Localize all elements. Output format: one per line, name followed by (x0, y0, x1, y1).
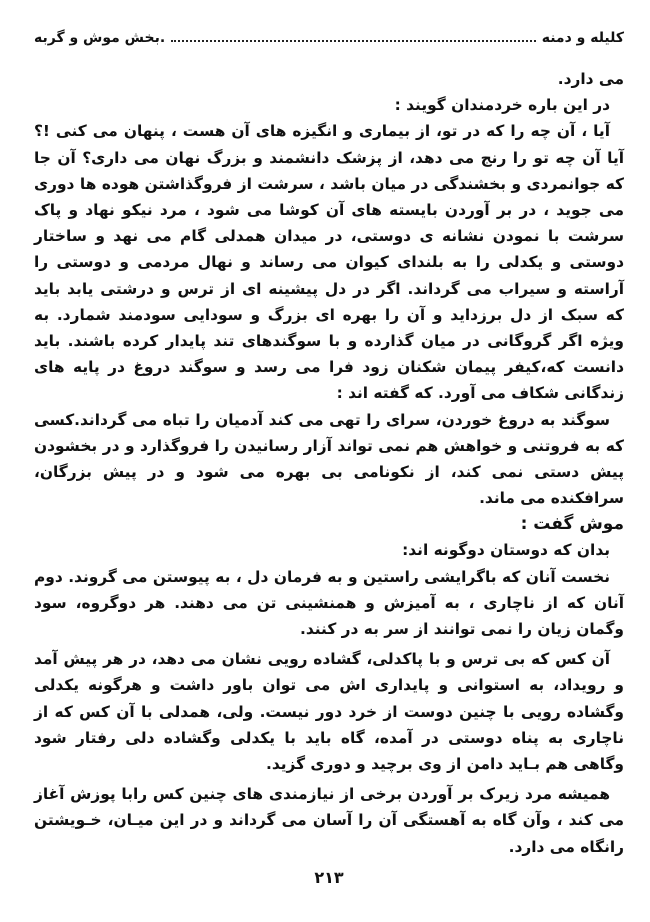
paragraph-first-second: نخست آنان که باگرایشی راستین و به فرمان دل ، به پیوستن می گروند. دوم آنان که از ناچاری ، به آمیزش و همنشینی تن می دهند. هر دوگروه، سود وگمان زیان را نمی توانند از سر به در کنند. (34, 567, 624, 639)
paragraph-continuation: می دارد. (557, 70, 624, 88)
header-book-title: کلیله و دمنه (541, 30, 624, 46)
book-page (34, 30, 624, 910)
paragraph-two-kinds: بدان که دوستان دوگونه اند: (402, 541, 610, 560)
page-body (34, 66, 624, 860)
header-chapter-title: .بخش موش و گربه (34, 30, 166, 46)
paragraph-quote: سوگند به دروغ خوردن، سرای را تهی می کند آدمیان را تباه می گرداند.کسی که به فروتنی و خواهش هم نمی تواند آزار رسانیدن را فروگذارد و در بخشودن پیش دستی نمی کند، از نکونامی بی بهره می شود و در پیش بزرگان، سرافکنده می ماند. (34, 410, 624, 508)
header-dot-leader (171, 40, 536, 42)
paragraph-intro: در این باره خردمندان گویند : (394, 96, 610, 115)
paragraph-wise-man: همیشه مرد زیرک بر آوردن برخی از نیازمندی های چنین کس رابا پوزش آغاز می کند ، وآن گاه به آهستگی آن را آسان می گرداند و در این میـان، خـویشتن رانگاه می دارد. (34, 785, 624, 856)
section-heading-mouse-said: موش گفت : (520, 514, 624, 535)
paragraph-main: آیا ، آن چه را که در تو، از بیماری و انگیزه های آن هست ، پنهان می کنی !؟ آیا آن چه تو را رنج می دهد، از پزشک دانشمند و بزرگ نهان می داری؟ آن جا که جوانمردی و بخشندگی در میان باشد ، سرشت از فروگذاشتن هوده ها دوری می جوید ، در بر آوردن بایسته های آن کوشا می شود ، مرد نیکو نهاد و پاک سرشت با نمودن نشانه ی دوستی، در میدان همدلی گام می نهد و ساختار دوستی و یکدلی را به بلندای کیوان می رساند و نهال مردمی و دوستی را آراسته و سیراب می گرداند. اگر در دل پیشینه ای از ترس و درشتی یابد باید که سبک از دل برزداید و آن را بهره ای بزرگ و سودایی سودمند شمارد. به ویژه اگر گروگانی در میان گذارده و با سوگندهای تند پایدار کرده باشند. باید دانست که،کیفر پیمان شکنان زود فرا می رسد و سوگند دروغ در پایه های زندگانی شکاف می آورد. که گفته اند : (34, 122, 624, 403)
page-number: ۲۱۳ (314, 868, 344, 887)
running-header (34, 30, 624, 54)
paragraph-sincere-friend: آن کس که بی ترس و با پاکدلی، گشاده رویی نشان می دهد، در هر پیش آمد و رویداد، به استوانی و پایداری اش می توان باور داشت و هرگونه یکدلی وگشاده رویی با چنین دوست از خرد دور نیست. ولی، همدلی با آن کس که از ناچاری به پناه دوستی در آمده، گاه باید با یکدلی وگشاده دلی رفتار شود وگاهی هم بـاید دامن از وی برچید و دوری گزید. (34, 650, 624, 774)
